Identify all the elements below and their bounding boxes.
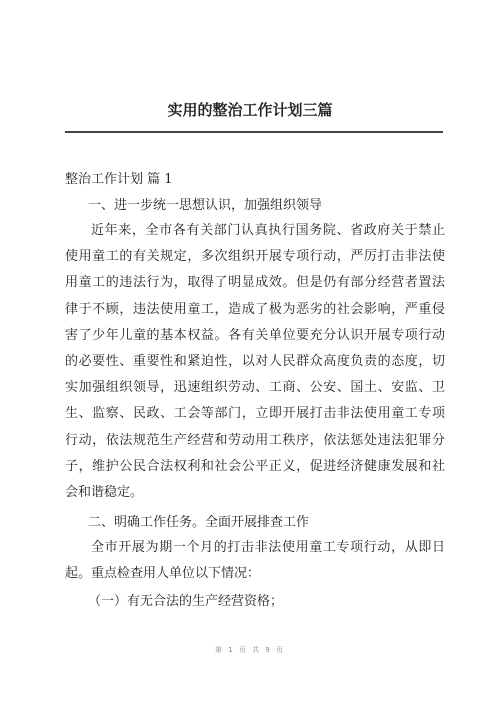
list-item: （一）有无合法的生产经营资格； xyxy=(88,594,284,609)
paragraph-2 xyxy=(65,535,445,587)
heading-1: 一、进一步统一思想认识，加强组织领导 xyxy=(88,198,323,213)
paragraph-line: 使用童工的有关规定，多次组织开展专项行动，严厉打击非法使 xyxy=(65,249,445,265)
paragraph-line: 会和谐稳定。 xyxy=(65,484,144,500)
paragraph-line: 害了少年儿童的基本权益。各有关单位要充分认识开展专项行动 xyxy=(65,327,445,343)
paragraph-line: 子，维护公民合法权利和社会公平正义，促进经济健康发展和社 xyxy=(65,458,445,474)
page-footer: 第 1 页 共 9 页 xyxy=(214,646,286,654)
title-divider xyxy=(65,131,443,133)
paragraph-line: 近年来，全市各有关部门认真执行国务院、省政府关于禁止 xyxy=(91,223,445,238)
paragraph-line: 全市开展为期一个月的打击非法使用童工专项行动，从即日 xyxy=(91,540,445,555)
paragraph-line: 实加强组织领导，迅速组织劳动、工商、公安、国土、安监、卫 xyxy=(65,380,445,396)
paragraph-line: 行动，依法规范生产经营和劳动用工秩序，依法惩处违法犯罪分 xyxy=(65,432,445,448)
paragraph-1 xyxy=(65,218,445,506)
heading-2: 二、明确工作任务。全面开展排查工作 xyxy=(88,515,310,530)
document-title: 实用的整治工作计划三篇 xyxy=(167,101,333,119)
paragraph-line: 起。重点检查用人单位以下情况： xyxy=(65,566,261,582)
paragraph-line: 生、监察、民政、工会等部门，立即开展打击非法使用童工专项 xyxy=(65,406,445,422)
paragraph-line: 用童工的违法行为，取得了明显成效。但是仍有部分经营者置法 xyxy=(65,275,445,291)
paragraph-line: 律于不顾，违法使用童工，造成了极为恶劣的社会影响，严重侵 xyxy=(65,301,445,317)
paragraph-line: 的必要性、重要性和紧迫性，以对人民群众高度负责的态度，切 xyxy=(65,353,445,369)
section-label: 整治工作计划 篇 1 xyxy=(65,172,173,187)
